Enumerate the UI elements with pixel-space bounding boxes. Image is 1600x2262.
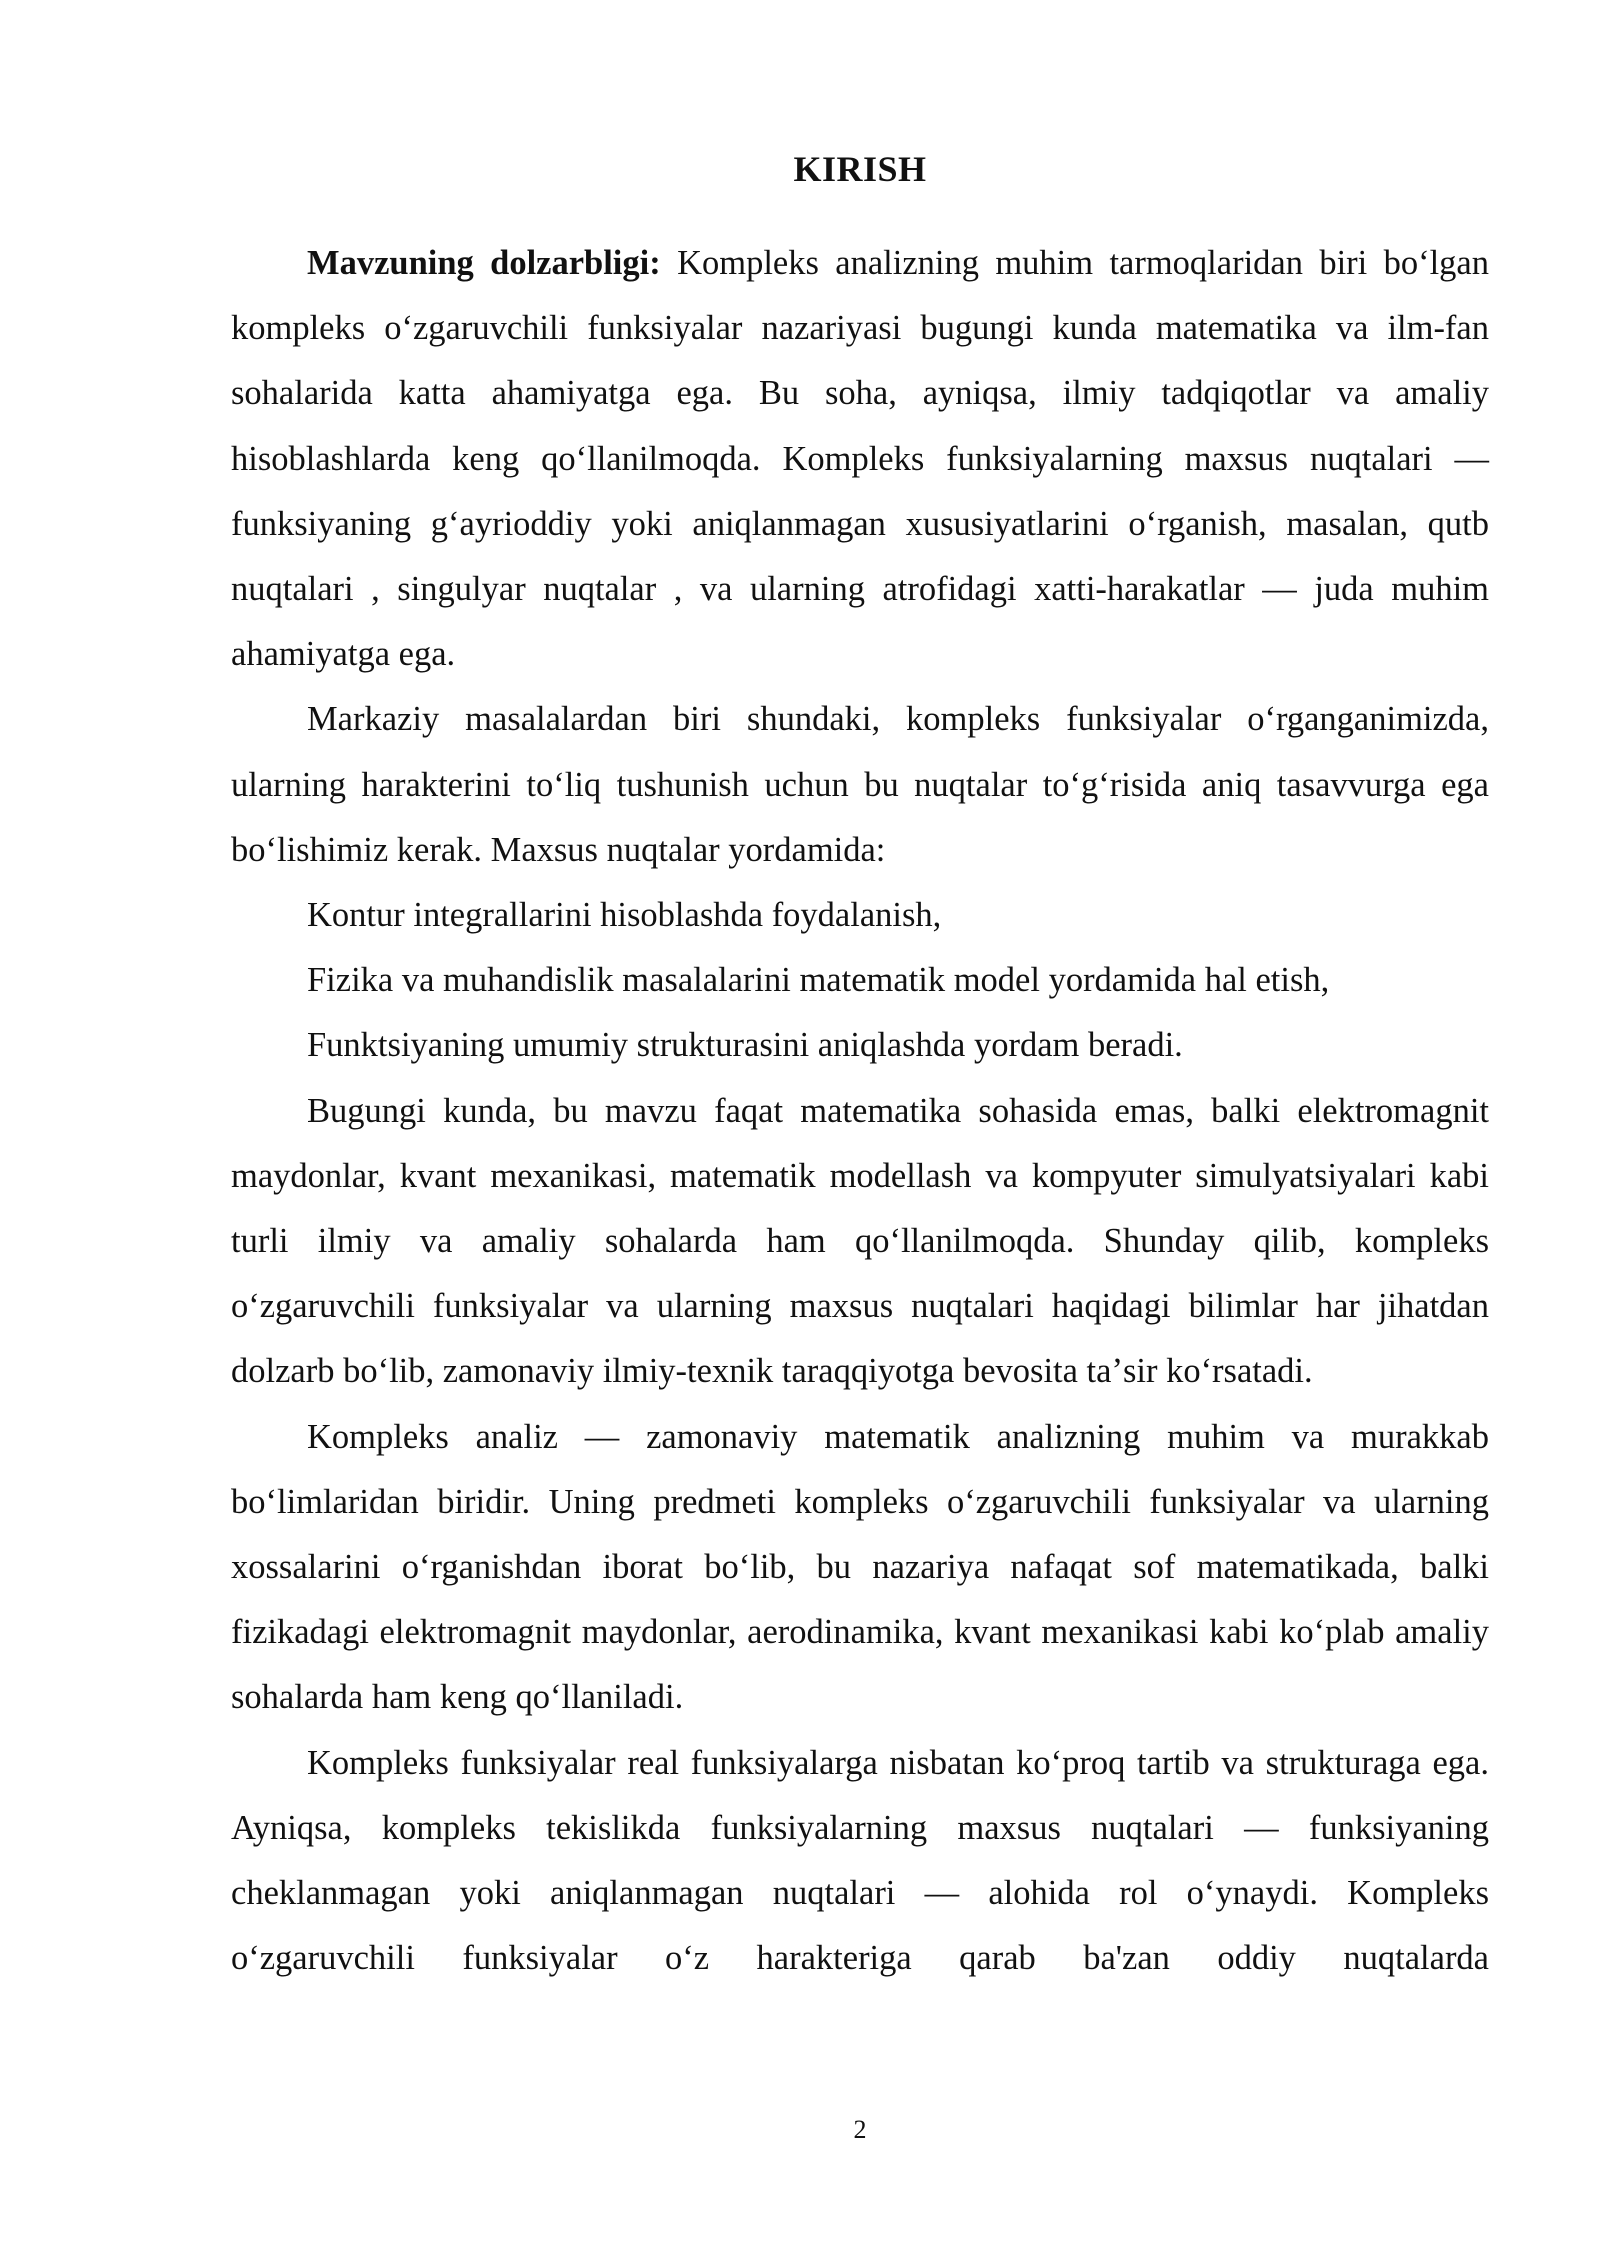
paragraph-relevance: [231, 231, 1489, 687]
body-text: [231, 231, 1489, 1991]
paragraph: Kompleks funksiyalar real funksiyalarga nisbatan koʻproq tartib va strukturaga ega. Ayniqsa, kompleks tekislikda funksiyalarning maxsus nuqtalari — funksiyaning cheklanmagan yoki aniqlanmagan nuqtalari — alohida rol oʻynaydi. Kompleks oʻzgaruvchili funksiyalar oʻz harakteriga qarab ba'zan oddiy nuqtalarda: [231, 1743, 1489, 1978]
paragraph: Bugungi kunda, bu mavzu faqat matematika sohasida emas, balki elektromagnit maydonlar, kvant mexanikasi, matematik modellash va kompyuter simulyatsiyalari kabi turli ilmiy va amaliy sohalarda ham qoʻllanilmoqda. Shunday qilib, kompleks oʻzgaruvchili funksiyalar va ularning maxsus nuqtalari haqidagi bilimlar har jihatdan dolzarb boʻlib, zamonaviy ilmiy-texnik taraqqiyotga bevosita taʼsir koʻrsatadi.: [231, 1091, 1489, 1391]
list-item: Kontur integrallarini hisoblashda foydalanish,: [307, 896, 942, 935]
section-heading: KIRISH: [793, 149, 927, 189]
paragraph-text: Kompleks analizning muhim tarmoqlaridan biri boʻlgan kompleks oʻzgaruvchili funksiyalar nazariyasi bugungi kunda matematika va ilm-fan sohalarida katta ahamiyatga ega. Bu soha, ayniqsa, ilmiy tadqiqotlar va amaliy hisoblashlarda keng qoʻllanilmoqda. Kompleks funksiyalarning maxsus nuqtalari — funksiyaning gʻayrioddiy yoki aniqlanmagan xususiyatlarini oʻrganish, masalan, qutb nuqtalari , singulyar nuqtalar , va ularning atrofidagi xatti-harakatlar — juda muhim ahamiyatga ega.: [231, 244, 1489, 674]
paragraph-lead: Mavzuning dolzarbligi:: [307, 244, 661, 282]
paragraph: Kompleks analiz — zamonaviy matematik analizning muhim va murakkab boʻlimlaridan biridir. Uning predmeti kompleks oʻzgaruvchili funksiyalar va ularning xossalarini oʻrganishdan iborat boʻlib, bu nazariya nafaqat sof matematikada, balki fizikadagi elektromagnit maydonlar, aerodinamika, kvant mexanikasi kabi koʻplab amaliy sohalarda ham keng qoʻllaniladi.: [231, 1417, 1489, 1717]
list-item: Funktsiyaning umumiy strukturasini aniqlashda yordam beradi.: [307, 1026, 1183, 1065]
page-number: 2: [853, 2115, 867, 2144]
paragraph: Markaziy masalalardan biri shundaki, kompleks funksiyalar oʻrganganimizda, ularning harakterini toʻliq tushunish uchun bu nuqtalar toʻgʻrisida aniq tasavvurga ega boʻlishimiz kerak. Maxsus nuqtalar yordamida:: [231, 700, 1489, 869]
list-item: Fizika va muhandislik masalalarini matematik model yordamida hal etish,: [307, 961, 1330, 1000]
